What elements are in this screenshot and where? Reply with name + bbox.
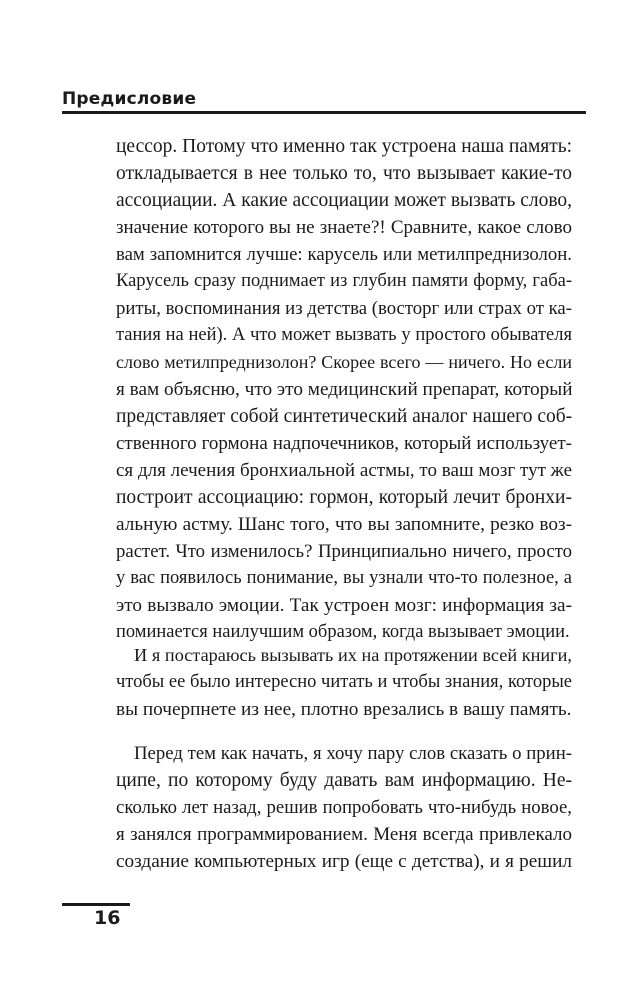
text-line: создание компьютерных игр (еще с детства), и я решил <box>116 851 572 872</box>
text-line: представляет собой синтетический аналог нашего соб- <box>116 406 573 427</box>
paragraph-1 <box>116 133 572 646</box>
text-line: откладывается в нее только то, что вызывает какие-то <box>116 163 572 184</box>
text-line: альную астму. Шанс того, что вы запомните, резко воз- <box>116 514 572 535</box>
text-line: Перед тем как начать, я хочу пару слов сказать о прин- <box>134 743 572 764</box>
text-line: значение которого вы не знаете?! Сравните, какое слово <box>116 217 572 238</box>
paragraph-3 <box>116 740 572 875</box>
text-line: вам запомнится лучше: карусель или метилпреднизолон. <box>116 244 572 265</box>
text-line: растет. Что изменилось? Принципиально ничего, просто <box>116 541 572 562</box>
text-line: это вызвало эмоции. Так устроен мозг: информация за- <box>116 595 572 616</box>
running-header <box>62 88 586 114</box>
text-line: ся для лечения бронхиальной астмы, то ваш мозг тут же <box>116 460 572 481</box>
text-line: сколько лет назад, решив попробовать что-нибудь новое, <box>116 797 572 818</box>
text-line: вы почерпнете из нее, плотно врезались в вашу память. <box>116 699 572 720</box>
text-line: я вам объясню, что это медицинский препарат, который <box>116 379 573 400</box>
section-title: Предисловие <box>62 89 197 109</box>
text-line: поминается наилучшим образом, когда вызывает эмоции. <box>116 622 570 642</box>
text-line: ственного гормона надпочечников, который использует- <box>116 433 572 454</box>
paragraph-2 <box>116 642 572 723</box>
text-line: тания на ней). А что может вызвать у простого обывателя <box>116 325 572 345</box>
text-line: риты, воспоминания из детства (восторг или страх от ка- <box>116 298 572 319</box>
page-footer <box>62 903 130 930</box>
text-line: ассоциации. А какие ассоциации может вызвать слово, <box>116 190 573 211</box>
text-line: слово метилпреднизолон? Скорее всего — ничего. Но если <box>116 352 572 372</box>
text-line: построит ассоциацию: гормон, который лечит бронхи- <box>116 487 572 508</box>
text-line: ципе, по которому буду давать вам информацию. Не- <box>116 770 572 791</box>
text-line: цессор. Потому что именно так устроена наша память: <box>116 136 573 157</box>
text-line: я занялся программированием. Меня всегда привлекало <box>116 824 572 845</box>
text-line: у вас появилось понимание, вы узнали что-то полезное, а <box>116 568 572 588</box>
page-number: 16 <box>94 907 121 929</box>
text-line: чтобы ее было интересно читать и чтобы знания, которые <box>116 672 572 692</box>
text-line: Карусель сразу поднимает из глубин памяти форму, габа- <box>116 271 572 291</box>
text-line: И я постараюсь вызывать их на протяжении всей книги, <box>134 645 572 665</box>
